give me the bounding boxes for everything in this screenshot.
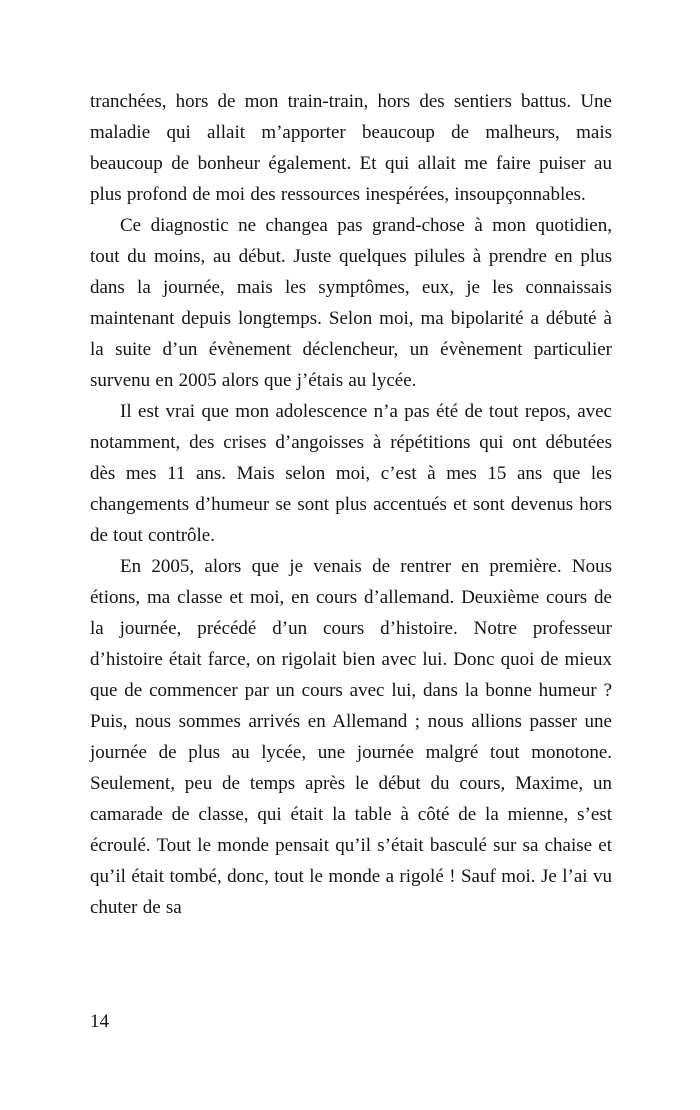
paragraph: Il est vrai que mon adolescence n’a pas été de tout repos, avec notamment, des crises d’angoisses à répétitions qui ont débutées dès mes 11 ans. Mais selon moi, c’est à mes 15 ans que les changements d’humeur se sont plus accentués et sont devenus hors de tout contrôle. xyxy=(90,401,612,546)
paragraph-continuation: tranchées, hors de mon train-train, hors des sentiers battus. Une maladie qui allait m’apporter beaucoup de malheurs, mais beaucoup de bonheur également. Et qui allait me faire puiser au plus profond de moi des ressources inespérées, insoupçonnables. xyxy=(90,91,612,205)
paragraph: Ce diagnostic ne changea pas grand-chose à mon quotidien, tout du moins, au début. Juste quelques pilules à prendre en plus dans la journée, mais les symptômes, eux, je les connaissais maintenant depuis longtemps. Selon moi, ma bipolarité a débuté à la suite d’un évènement déclencheur, un évènement particulier survenu en 2005 alors que j’étais au lycée. xyxy=(90,215,612,391)
body-text xyxy=(90,86,612,923)
paragraph: En 2005, alors que je venais de rentrer en première. Nous étions, ma classe et moi, en cours d’allemand. Deuxième cours de la journée, précédé d’un cours d’histoire. Notre professeur d’histoire était farce, on rigolait bien avec lui. Donc quoi de mieux que de commencer par un cours avec lui, dans la bonne humeur ? Puis, nous sommes arrivés en Allemand ; nous allions passer une journée de plus au lycée, une journée malgré tout monotone. Seulement, peu de temps après le début du cours, Maxime, un camarade de classe, qui était la table à côté de la mienne, s’est écroulé. Tout le monde pensait qu’il s’était basculé sur sa chaise et qu’il était tombé, donc, tout le monde a rigolé ! Sauf moi. Je l’ai vu chuter de sa xyxy=(90,556,612,918)
page-number: 14 xyxy=(90,1011,109,1032)
